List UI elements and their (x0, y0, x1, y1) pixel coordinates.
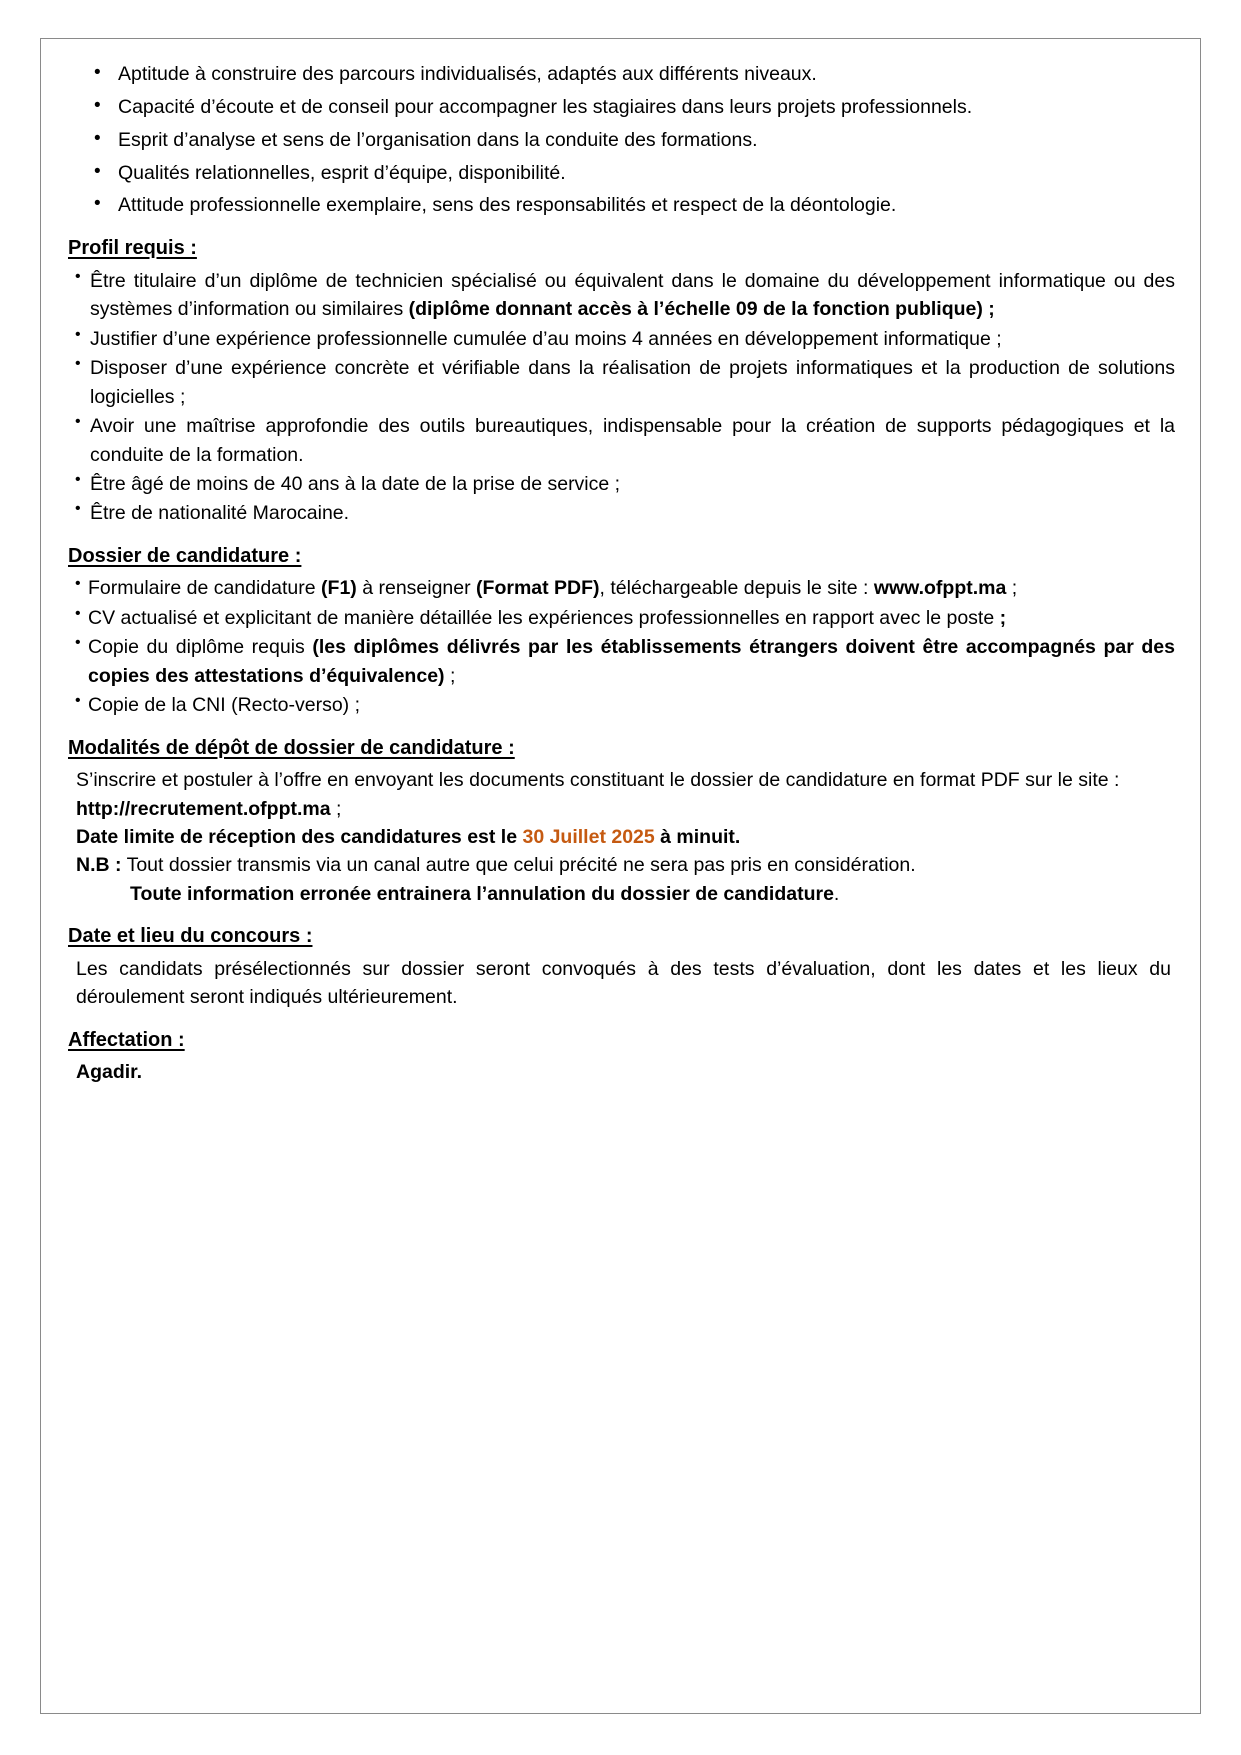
profil-item-6-text: Être de nationalité Marocaine. (90, 502, 350, 525)
section-heading-profil (68, 234, 1175, 262)
dossier-item-2-b: ; (999, 606, 1007, 629)
profil-item-3-text: Disposer d’une expérience concrète et vérifiable dans la réalisation de projets informatiques et la production de solutions logicielles ; (90, 357, 1175, 408)
nb-bold-period: . (833, 882, 840, 905)
list-item (68, 325, 1175, 353)
concours-text (68, 955, 1175, 1012)
quality-text: Capacité d’écoute et de conseil pour accompagner les stagiaires dans leurs projets professionnels. (118, 95, 973, 118)
dossier-item-1-a: Formulaire de candidature (88, 577, 322, 600)
list-item (68, 267, 1175, 324)
section-heading-text: Modalités de dépôt de dossier de candidature : (68, 736, 515, 759)
quality-text: Attitude professionnelle exemplaire, sens des responsabilités et respect de la déontologie. (118, 194, 897, 217)
section-heading-concours (68, 922, 1175, 950)
section-heading-text: Profil requis : (68, 237, 197, 260)
profil-item-2-text: Justifier d’une expérience professionnelle cumulée d’au moins 4 années en développement informatique ; (90, 327, 1002, 350)
dossier-item-1-f1: (F1) (321, 577, 357, 600)
dossier-item-2-a: CV actualisé et explicitant de manière détaillée les expériences professionnelles en rapport avec le poste (88, 606, 1000, 629)
recruitment-url[interactable]: http://recrutement.ofppt.ma (76, 797, 331, 820)
affectation-value-line (68, 1058, 1175, 1086)
quality-text: Esprit d’analyse et sens de l’organisation dans la conduite des formations. (118, 128, 758, 151)
quality-text: Aptitude à construire des parcours individualisés, adaptés aux différents niveaux. (118, 63, 817, 85)
list-item (68, 499, 1175, 527)
list-item (68, 412, 1175, 469)
list-item (68, 574, 1175, 602)
dossier-item-1-c: à renseigner (356, 577, 477, 600)
dossier-item-1-end: ; (1006, 577, 1018, 600)
dossier-item-1-d: , téléchargeable depuis le site : (599, 577, 874, 600)
list-item (68, 126, 1175, 155)
nb-bold-line (68, 880, 1175, 908)
list-item (68, 159, 1175, 188)
profil-list (68, 267, 1175, 528)
section-heading-affectation (68, 1026, 1175, 1054)
profil-item-4-text: Avoir une maîtrise approfondie des outils bureautiques, indispensable pour la création de supports pédagogiques et la conduite de la formation. (90, 415, 1175, 466)
quality-text: Qualités relationnelles, esprit d’équipe, disponibilité. (118, 161, 566, 184)
nb-bold-text: Toute information erronée entrainera l’annulation du dossier de candidature (130, 882, 834, 905)
qualities-list (68, 60, 1175, 220)
dossier-item-3-b: (les diplômes délivrés par les établissements étrangers doivent être accompagnés par des copies des attestations d’équivalence) (88, 636, 1175, 687)
deadline-date: 30 Juillet 2025 (522, 825, 655, 848)
section-heading-text: Date et lieu du concours : (68, 925, 313, 948)
deadline-suffix: à minuit. (654, 825, 741, 848)
list-item (68, 354, 1175, 411)
modalites-deadline-line (68, 823, 1175, 851)
modalites-line-1 (68, 766, 1175, 794)
dossier-item-4-text: Copie de la CNI (Recto-verso) ; (88, 694, 361, 717)
nb-line (68, 851, 1175, 879)
list-item (68, 191, 1175, 220)
section-heading-text: Affectation : (68, 1028, 185, 1051)
document-content (42, 38, 1201, 1087)
list-item (68, 633, 1175, 690)
modalites-url-line (68, 795, 1175, 823)
dossier-list (68, 574, 1175, 719)
modalites-line-1-text: S’inscrire et postuler à l’offre en envoyant les documents constituant le dossier de candidature en format PDF sur le site : (76, 769, 1120, 792)
nb-text: Tout dossier transmis via un canal autre que celui précité ne sera pas pris en considération. (121, 854, 916, 877)
profil-item-1-text: Être titulaire d’un diplôme de technicien spécialisé ou équivalent dans le domaine du développement informatique ou des systèmes d’information ou similaires (90, 269, 1175, 321)
deadline-prefix: Date limite de réception des candidatures est le (76, 825, 523, 848)
list-item (68, 604, 1175, 632)
affectation-value: Agadir. (76, 1061, 143, 1084)
list-item (68, 470, 1175, 498)
section-heading-modalites (68, 734, 1175, 762)
profil-item-1-bold: (diplôme donnant accès à l’échelle 09 de la fonction publique) ; (408, 298, 995, 321)
concours-paragraph: Les candidats présélectionnés sur dossier seront convoqués à des tests d’évaluation, dont les dates et les lieux du déroulement seront indiqués ultérieurement. (76, 957, 1171, 1009)
section-heading-text: Dossier de candidature : (68, 544, 302, 567)
dossier-item-3-a: Copie du diplôme requis (88, 636, 313, 659)
dossier-item-3-c: ; (444, 664, 456, 687)
list-item (68, 60, 1175, 89)
dossier-item-1-site: www.ofppt.ma (873, 577, 1007, 600)
profil-item-5-text: Être âgé de moins de 40 ans à la date de la prise de service ; (90, 472, 621, 495)
dossier-item-1-pdf: (Format PDF) (476, 577, 600, 600)
modalites-url-suffix: ; (330, 797, 342, 820)
nb-label: N.B : (76, 854, 122, 877)
list-item (68, 93, 1175, 122)
list-item (68, 691, 1175, 719)
section-heading-dossier (68, 542, 1175, 570)
